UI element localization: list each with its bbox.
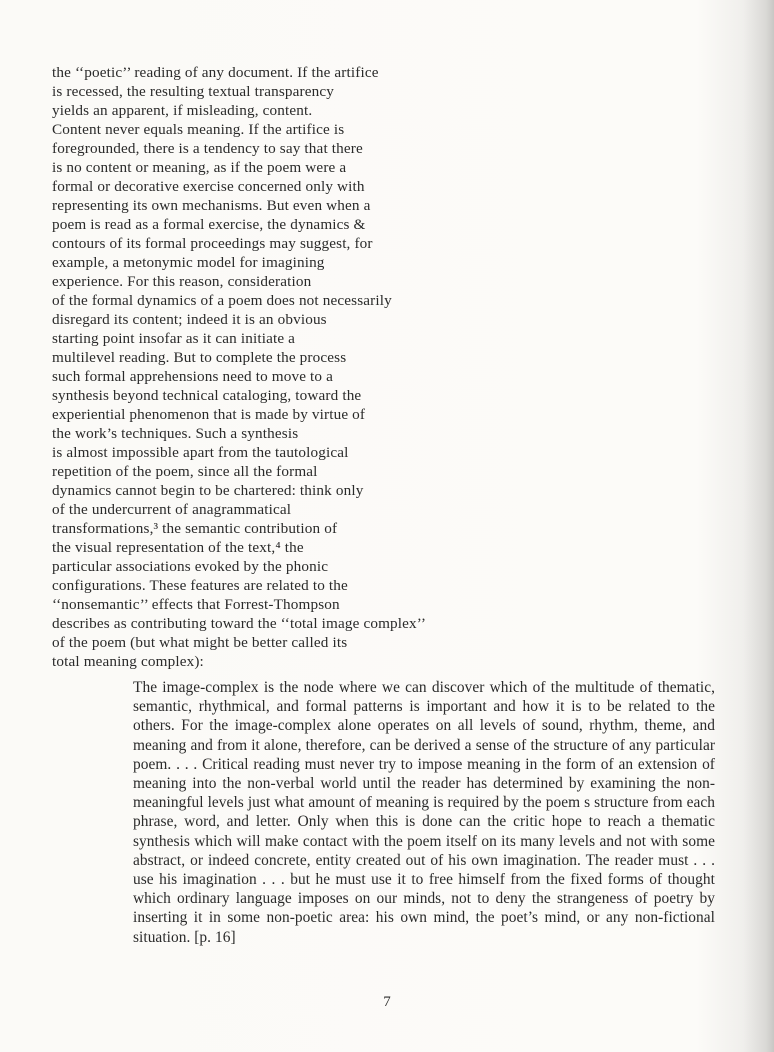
body-line: such formal apprehensions need to move to a: [52, 368, 334, 385]
body-line: is almost impossible apart from the tautological: [52, 444, 349, 461]
body-line: repetition of the poem, since all the formal: [52, 463, 318, 480]
body-line: total meaning complex):: [52, 653, 204, 670]
body-line: transformations,³ the semantic contribution of: [52, 520, 338, 537]
block-quote: The image-complex is the node where we can discover which of the multitude of thematic, semantic, rhythmical, and formal patterns is important and how it is to be related to the others. For the image-complex alone operates on all levels of sound, rhythm, theme, and meaning and from it alone, therefore, can be derived a sense of the structure of any particular poem. . . . Critical reading must never try to impose meaning in the form of an extension of meaning into the non-verbal world until the reader has determined by examining the non-meaningful levels just what amount of meaning is required by the poem s structure from each phrase, word, and letter. Only when this is done can the critic hope to reach a thematic synthesis which will make contact with the poem itself on its many levels and not with some abstract, or indeed concrete, entity created out of his own imagination. The reader must . . . use his imagination . . . but he must use it to free himself from the fixed forms of thought which ordinary language imposes on our minds, not to deny the strangeness of poetry by inserting it in some non-poetic area: his own mind, the poet’s mind, or any non-fictional situation. [p. 16]: [133, 679, 715, 946]
body-line: synthesis beyond technical cataloging, toward the: [52, 387, 362, 404]
body-line: formal or decorative exercise concerned only with: [52, 178, 365, 195]
body-line: yields an apparent, if misleading, content.: [52, 102, 313, 119]
body-line: starting point insofar as it can initiate a: [52, 330, 296, 347]
body-line: example, a metonymic model for imagining: [52, 254, 325, 271]
body-line: poem is read as a formal exercise, the dynamics &: [52, 216, 366, 233]
body-line: is recessed, the resulting textual transparency: [52, 83, 335, 100]
body-line: of the poem (but what might be better called its: [52, 634, 348, 651]
body-line: foregrounded, there is a tendency to say that there: [52, 140, 363, 157]
body-text: [52, 63, 492, 671]
body-line: describes as contributing toward the ‘‘total image complex’’: [52, 615, 427, 632]
page-number: 7: [383, 994, 391, 1010]
body-line: multilevel reading. But to complete the process: [52, 349, 347, 366]
body-line: the work’s techniques. Such a synthesis: [52, 425, 299, 442]
body-line: the ‘‘poetic’’ reading of any document. If the artifice: [52, 64, 379, 81]
body-line: contours of its formal proceedings may suggest, for: [52, 235, 373, 252]
body-line: disregard its content; indeed it is an obvious: [52, 311, 327, 328]
body-line: dynamics cannot begin to be chartered: think only: [52, 482, 364, 499]
body-line: of the formal dynamics of a poem does not necessarily: [52, 292, 392, 309]
body-line: the visual representation of the text,⁴ the: [52, 539, 304, 556]
body-line: configurations. These features are related to the: [52, 577, 348, 594]
body-line: particular associations evoked by the phonic: [52, 558, 329, 575]
body-line: is no content or meaning, as if the poem were a: [52, 159, 347, 176]
body-line: experiential phenomenon that is made by virtue of: [52, 406, 366, 423]
body-line: ‘‘nonsemantic’’ effects that Forrest-Thompson: [52, 596, 340, 613]
body-line: experience. For this reason, consideration: [52, 273, 312, 290]
body-line: representing its own mechanisms. But even when a: [52, 197, 371, 214]
body-line: Content never equals meaning. If the artifice is: [52, 121, 345, 138]
body-line: of the undercurrent of anagrammatical: [52, 501, 292, 518]
